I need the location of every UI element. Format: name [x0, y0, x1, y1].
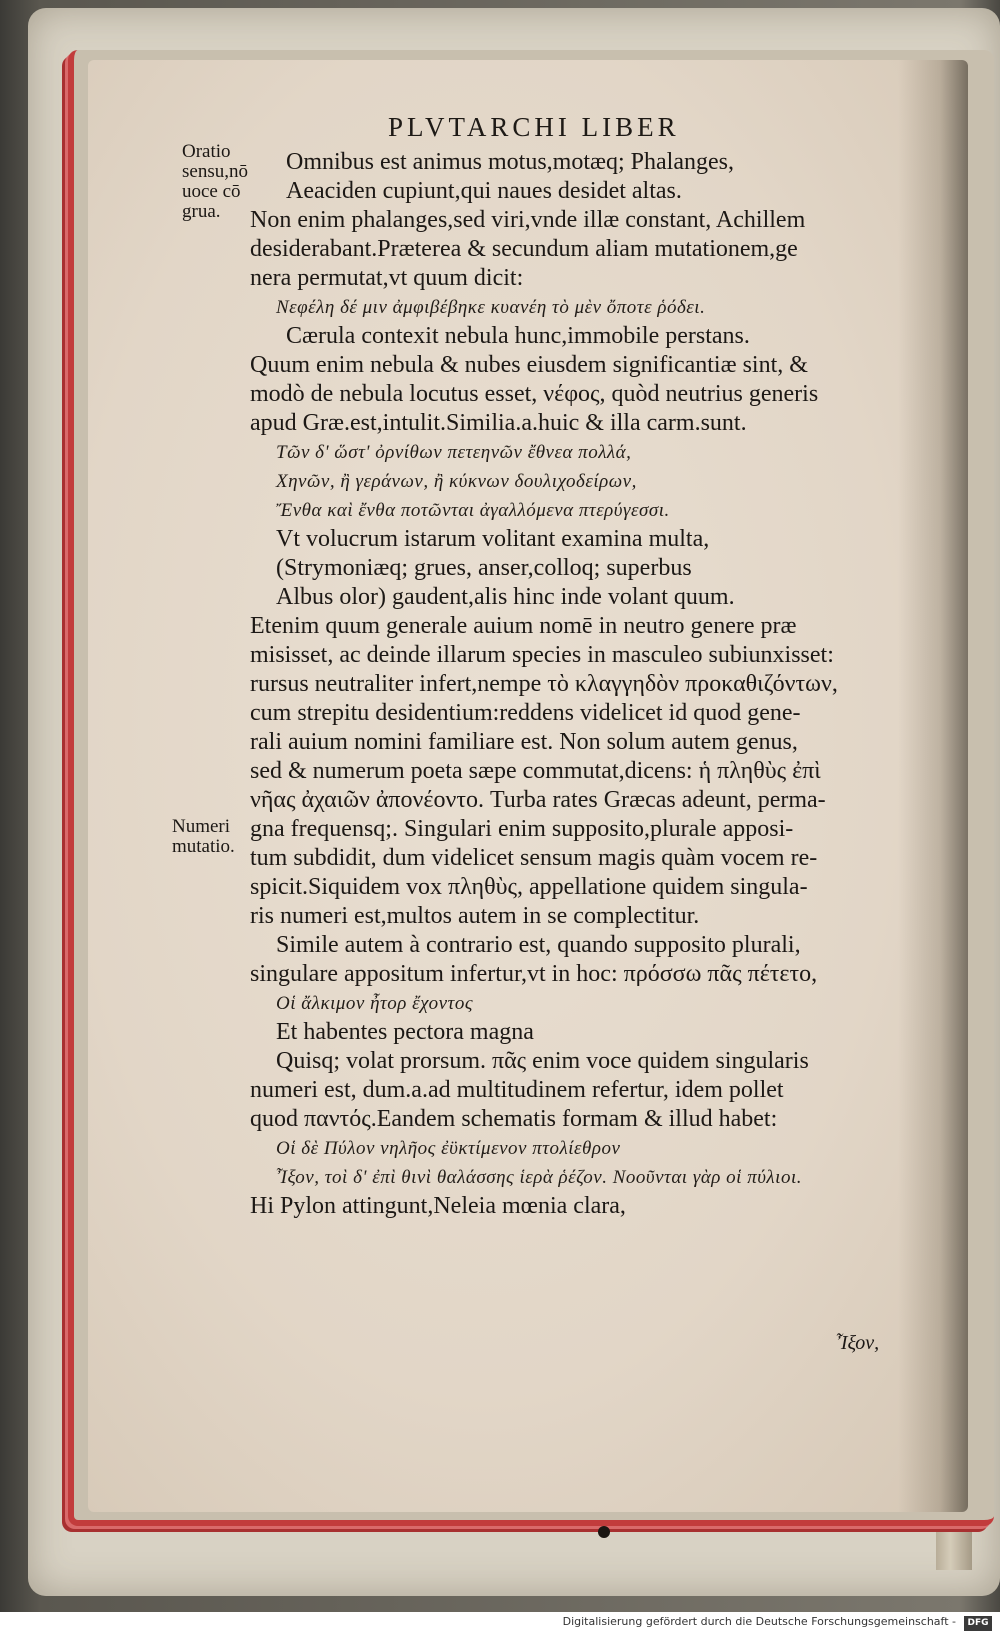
text-line: Quisq; volat prorsum. πᾶς enim voce quidem singularis	[276, 1048, 809, 1074]
margin-note-line: Numeri	[172, 816, 231, 837]
text-line: quod παντός.Eandem schematis formam & illud habet:	[250, 1106, 778, 1132]
text-line: gna frequensq;. Singulari enim supposito,plurale apposi-	[250, 816, 794, 842]
text-line: tum subdidit, dum videlicet sensum magis quàm vocem re-	[250, 845, 818, 871]
text-line: numeri est, dum.a.ad multitudinem refertur, idem pollet	[250, 1077, 784, 1103]
text-line: Albus olor) gaudent,alis hinc inde volant quum.	[276, 584, 735, 610]
text-line: Non enim phalanges,sed viri,vnde illæ constant, Achillem	[250, 207, 806, 233]
text-line: nera permutat,vt quum dicit:	[250, 265, 524, 291]
text-line: Et habentes pectora magna	[276, 1019, 534, 1045]
digitization-footer	[0, 1612, 1000, 1636]
text-line: Quum enim nebula & nubes eiusdem significantiæ sint, &	[250, 352, 808, 378]
text-line: rursus neutraliter infert,nempe τὸ κλαγγηδὸν προκαθιζόντων,	[250, 671, 838, 697]
greek-verse-line: Οἱ ἄλκιμον ἦτορ ἔχοντος	[276, 993, 474, 1014]
text-line: misisset, ac deinde illarum species in masculeo subiunxisset:	[250, 642, 834, 668]
dfg-logo: DFG	[964, 1616, 992, 1631]
text-line: (Strymoniæq; grues, anser,colloq; superbus	[276, 555, 692, 581]
paper-hole	[598, 1526, 610, 1538]
margin-note-line: Oratio	[182, 141, 231, 162]
text-line: spicit.Siquidem vox πληθὺς, appellatione quidem singula-	[250, 874, 808, 900]
text-line: singulare appositum infertur,vt in hoc: πρόσσω πᾶς πέτετο,	[250, 961, 818, 987]
margin-note-line: uoce cō	[182, 181, 241, 202]
text-line: Etenim quum generale auium nomē in neutro genere præ	[250, 613, 797, 639]
margin-note-line: mutatio.	[172, 836, 235, 857]
text-line: modò de nebula locutus esset, νέφος, quòd neutrius generis	[250, 381, 819, 407]
text-line: sed & numerum poeta sæpe commutat,dicens: ἡ πληθὺς ἐπὶ	[250, 758, 821, 784]
text-line: Vt volucrum istarum volitant examina multa,	[276, 526, 710, 552]
text-line: Simile autem à contrario est, quando supposito plurali,	[276, 932, 801, 958]
greek-verse-line: Οἱ δὲ Πύλον νηλῆος ἐϋκτίμενον πτολίεθρον	[276, 1138, 621, 1159]
text-line: Aeaciden cupiunt,qui naues desidet altas.	[286, 178, 682, 204]
text-line: Omnibus est animus motus,motæq; Phalanges,	[286, 149, 734, 175]
margin-note-line: sensu,nō	[182, 161, 248, 182]
greek-verse-line: Νεφέλη δέ μιν ἀμφιβέβηκε κυανέη τὸ μὲν ὄποτε ῥόδει.	[276, 297, 706, 318]
text-line: rali auium nomini familiare est. Non solum autem genus,	[250, 729, 798, 755]
margin-note-line: grua.	[182, 201, 221, 222]
text-line: νῆας ἀχαιῶν ἀπονέοντο. Turba rates Græcas adeunt, perma-	[250, 787, 826, 813]
book-page	[88, 60, 968, 1512]
catchword: Ἶξον,	[836, 1332, 880, 1354]
text-line: Hi Pylon attingunt,Neleia mœnia clara,	[250, 1193, 626, 1219]
text-line: ris numeri est,multos autem in se complectitur.	[250, 903, 700, 929]
text-line: cum strepitu desidentium:reddens videlicet id quod gene-	[250, 700, 801, 726]
text-line: apud Græ.est,intulit.Similia.a.huic & illa carm.sunt.	[250, 410, 747, 436]
text-line: desiderabant.Præterea & secundum aliam mutationem,ge	[250, 236, 798, 262]
greek-verse-line: Ἔνθα καὶ ἔνθα ποτῶνται ἀγαλλόμενα πτερύγεσσι.	[276, 500, 670, 521]
text-line: Cærula contexit nebula hunc,immobile perstans.	[286, 323, 750, 349]
main-text-block	[250, 148, 950, 1221]
footer-credit: Digitalisierung gefördert durch die Deutsche Forschungsgemeinschaft -	[562, 1615, 956, 1628]
greek-verse-line: Ἶξον, τοὶ δ' ἐπὶ θινὶ θαλάσσης ἱερὰ ῥέζον. Νοοῦνται γὰρ οἱ πύλιοι.	[276, 1167, 802, 1188]
greek-verse-line: Τῶν δ' ὥστ' ὀρνίθων πετεηνῶν ἔθνεα πολλά,	[276, 442, 632, 463]
greek-verse-line: Χηνῶν, ἢ γεράνων, ἢ κύκνων δουλιχοδείρων,	[276, 471, 637, 492]
running-head: PLVTARCHI LIBER	[388, 112, 680, 142]
